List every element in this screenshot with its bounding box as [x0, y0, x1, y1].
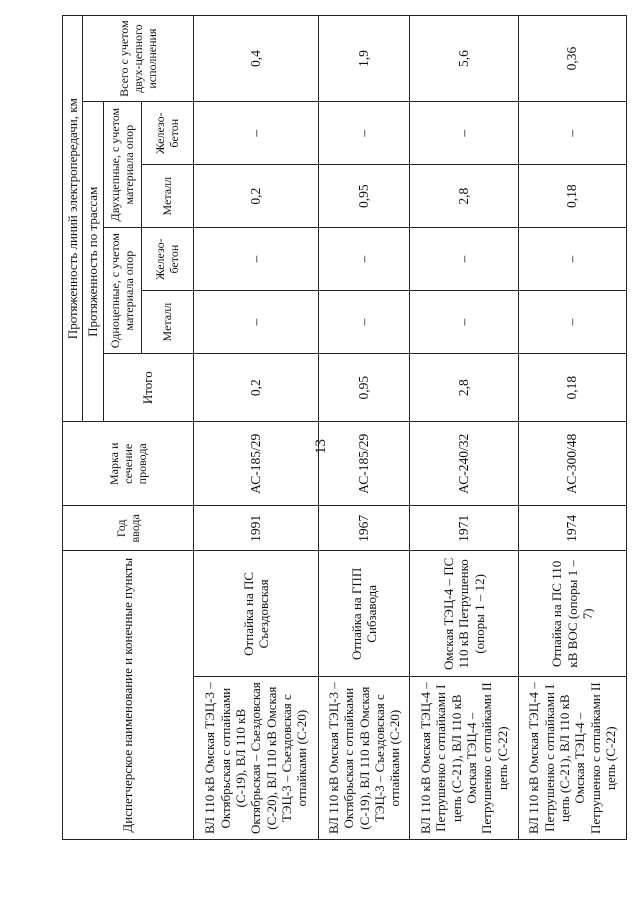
row-year: 1974	[518, 506, 626, 551]
row-double-concrete: –	[319, 102, 410, 165]
row-wire: АС-185/29	[193, 422, 318, 506]
row-year: 1971	[410, 506, 518, 551]
row-with-double: 0,4	[193, 16, 318, 102]
header-name: Диспетчерское наименование и конечные пункты	[63, 551, 194, 840]
header-with-double: Всего с учетом двух-цепного исполнения	[83, 16, 193, 102]
header-double: Двухцепные, с учетом материала опор	[103, 102, 141, 228]
row-single-metal: –	[193, 291, 318, 354]
row-with-double: 1,9	[319, 16, 410, 102]
header-single-concrete: Железо-бетон	[141, 228, 193, 291]
header-double-concrete: Железо-бетон	[141, 102, 193, 165]
row-branch: Омская ТЭЦ-4 – ПС 110 кВ Петрушенко (опоры 1 – 12)	[410, 551, 518, 677]
row-single-metal: –	[410, 291, 518, 354]
table-row	[193, 16, 318, 840]
page-number: 13	[313, 439, 329, 454]
row-branch: Отпайка на ГПП Сибзавода	[319, 551, 410, 677]
row-double-concrete: –	[518, 102, 626, 165]
header-double-metal: Металл	[141, 165, 193, 228]
row-double-metal: 0,2	[193, 165, 318, 228]
row-single-metal: –	[319, 291, 410, 354]
header-total: Итого	[103, 354, 193, 422]
row-line-name: ВЛ 110 кВ Омская ТЭЦ-4 – Петрушенко с отпайками I цепь (С-21), ВЛ 110 кВ Омская ТЭЦ-4 – Петрушенко с отпайками II цепь (С-22)	[518, 677, 626, 840]
row-single-concrete: –	[193, 228, 318, 291]
table-row	[319, 16, 410, 840]
row-line-name: ВЛ 110 кВ Омская ТЭЦ-4 – Петрушенко с отпайками I цепь (С-21), ВЛ 110 кВ Омская ТЭЦ-4 – Петрушенко с отпайками II цепь (С-22)	[410, 677, 518, 840]
row-double-metal: 0,18	[518, 165, 626, 228]
table-row	[410, 16, 518, 840]
row-single-concrete: –	[319, 228, 410, 291]
row-total: 0,95	[319, 354, 410, 422]
row-wire: АС-185/29	[319, 422, 410, 506]
row-line-name: ВЛ 110 кВ Омская ТЭЦ-3 – Октябрьская с отпайками (С-19), ВЛ 110 кВ Омская ТЭЦ-3 – Съездовская с отпайками (С-20)	[319, 677, 410, 840]
row-line-name: ВЛ 110 кВ Омская ТЭЦ-3 – Октябрьская с отпайками (С-19), ВЛ 110 кВ Октябрьская – Съездовская (С-20), ВЛ 110 кВ Омская ТЭЦ-3 – Съездовская с отпайками (С-20)	[193, 677, 318, 840]
row-double-concrete: –	[410, 102, 518, 165]
header-year: Год ввода	[63, 506, 194, 551]
row-total: 2,8	[410, 354, 518, 422]
row-wire: АС-300/48	[518, 422, 626, 506]
row-branch: Отпайка на ПС 110 кВ ВОС (опоры 1 – 7)	[518, 551, 626, 677]
header-length-group: Протяженность линий электропередачи, км	[63, 16, 83, 422]
header-single-metal: Металл	[141, 291, 193, 354]
row-double-metal: 0,95	[319, 165, 410, 228]
row-wire: АС-240/32	[410, 422, 518, 506]
row-year: 1991	[193, 506, 318, 551]
row-year: 1967	[319, 506, 410, 551]
row-total: 0,18	[518, 354, 626, 422]
row-single-metal: –	[518, 291, 626, 354]
row-with-double: 0,36	[518, 16, 626, 102]
row-branch: Отпайка на ПС Съездовская	[193, 551, 318, 677]
row-double-concrete: –	[193, 102, 318, 165]
rotated-table-frame	[62, 15, 627, 840]
lines-table	[62, 15, 627, 840]
row-single-concrete: –	[410, 228, 518, 291]
table-row	[518, 16, 626, 840]
row-double-metal: 2,8	[410, 165, 518, 228]
header-wire: Марка и сечение провода	[63, 422, 194, 506]
header-by-route: Протяженность по трассам	[83, 102, 103, 422]
row-with-double: 5,6	[410, 16, 518, 102]
row-total: 0,2	[193, 354, 318, 422]
header-single: Одноцепные, с учетом материала опор	[103, 228, 141, 354]
row-single-concrete: –	[518, 228, 626, 291]
